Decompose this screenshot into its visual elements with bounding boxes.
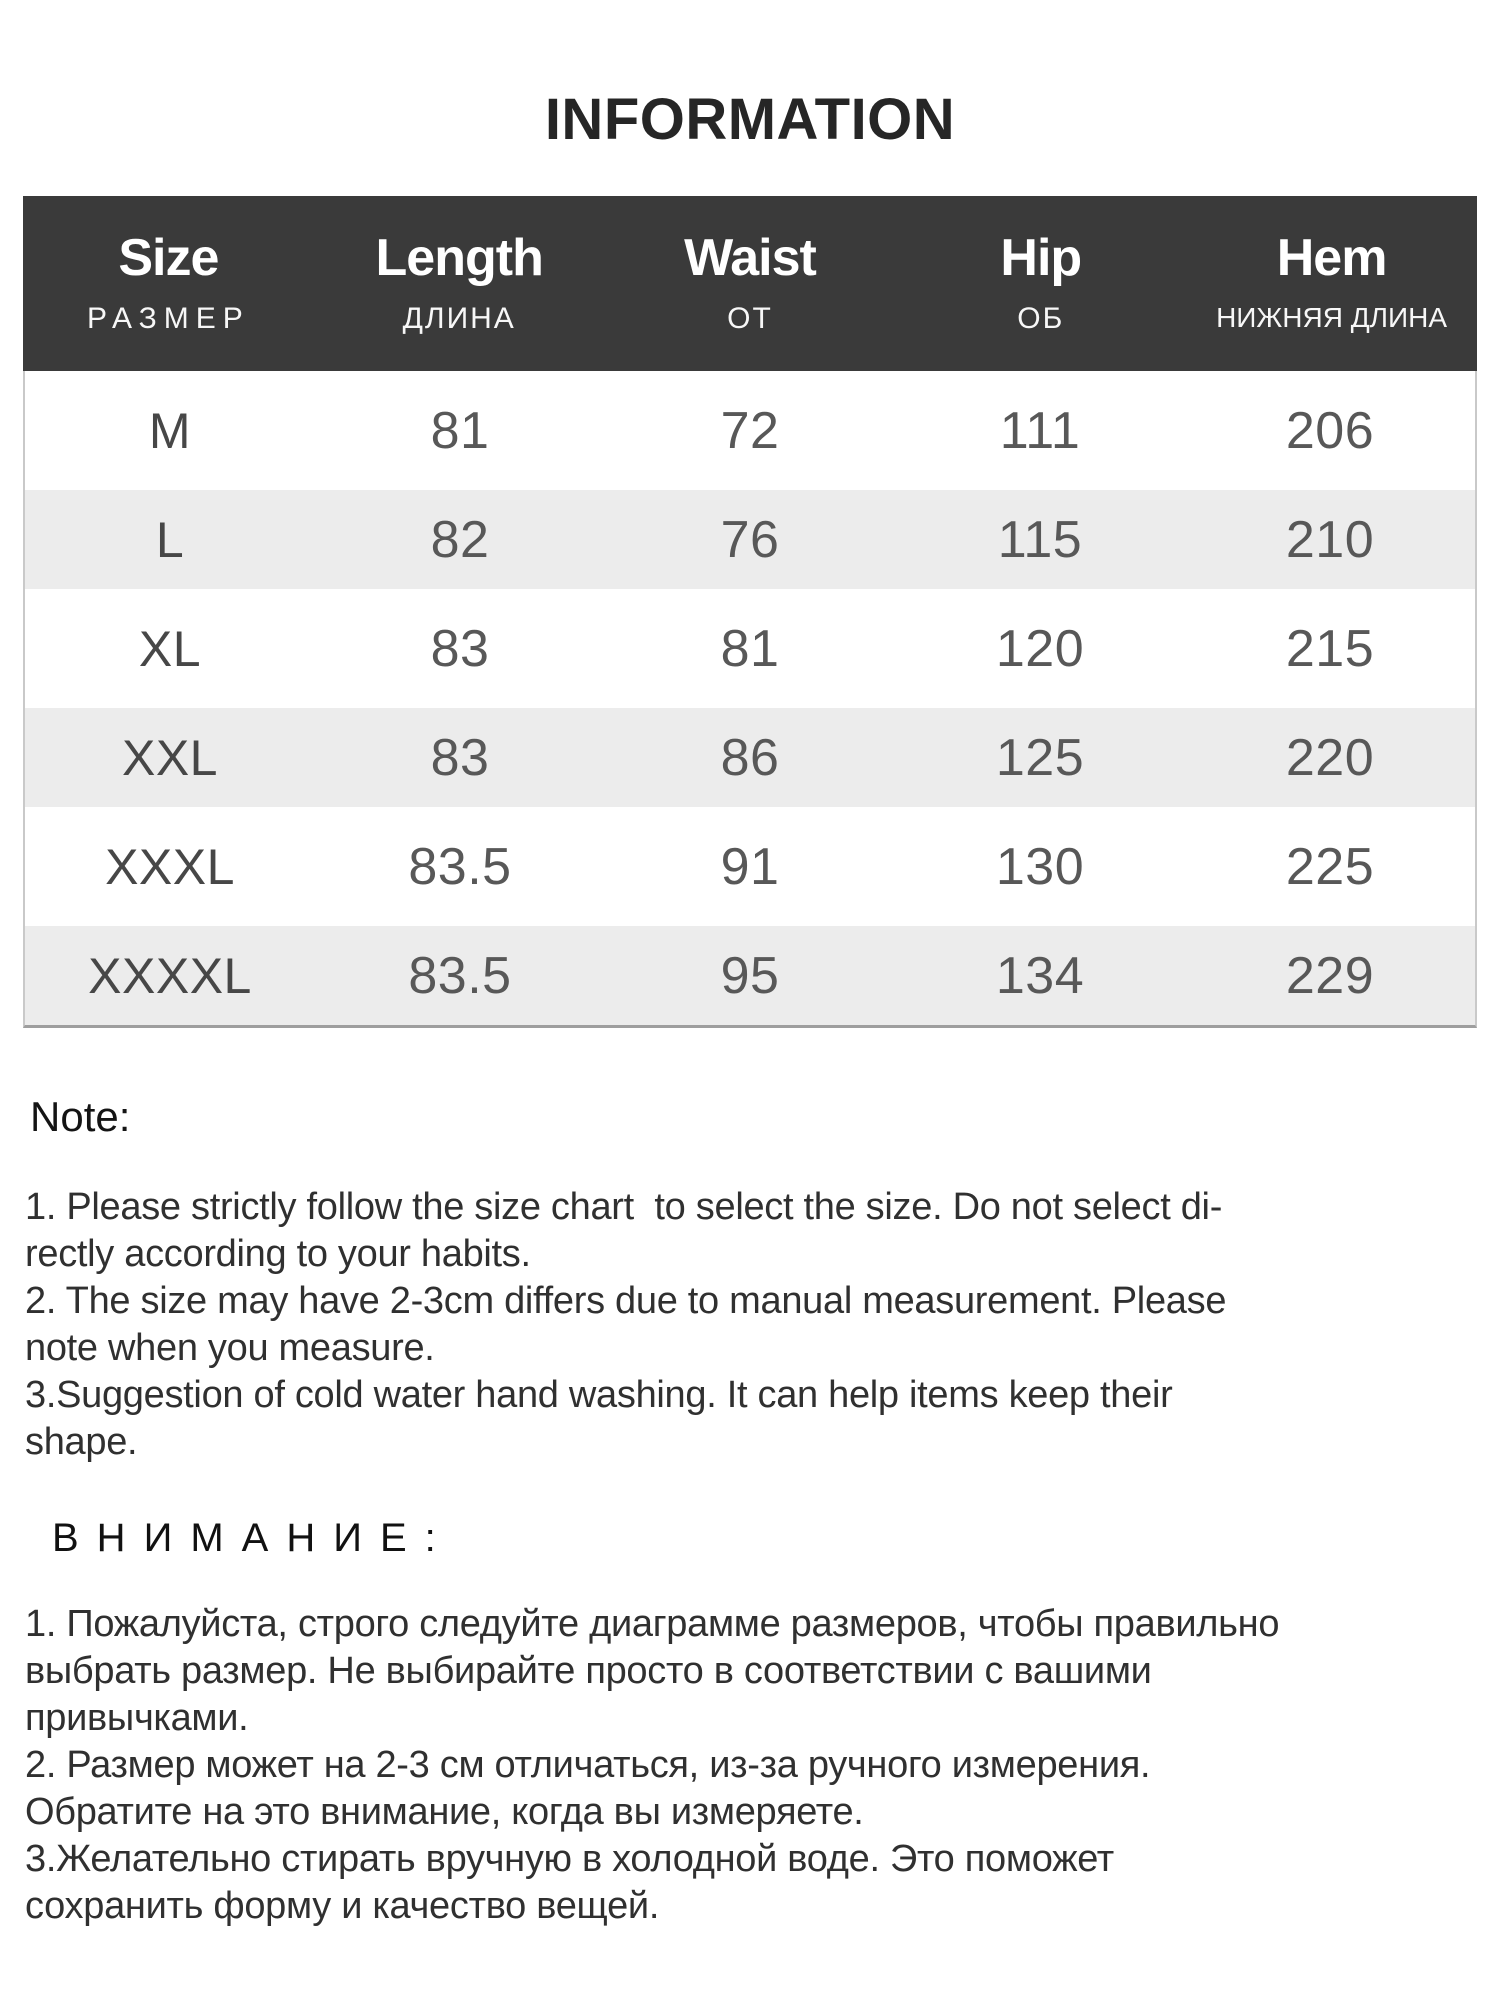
hip-cell: 125: [995, 728, 1085, 787]
length-cell: 83: [430, 728, 490, 787]
column-label-ru: ОТ: [727, 302, 773, 335]
table-row-l: [25, 490, 1475, 589]
column-label-en: Hem: [1276, 229, 1387, 287]
column-header-length: [314, 196, 605, 371]
table-row-xxxxl: [25, 926, 1475, 1025]
size-cell: M: [148, 402, 192, 459]
column-label-ru: ДЛИНА: [402, 302, 516, 335]
waist-cell: 76: [720, 510, 780, 569]
column-label-ru: ОБ: [1017, 302, 1065, 335]
column-label-ru: НИЖНЯЯ ДЛИНА: [1216, 302, 1448, 333]
note-line: rectly according to your habits.: [25, 1233, 531, 1275]
attention-heading: ВНИМАНИЕ:: [52, 1516, 454, 1560]
note-line: note when you measure.: [25, 1327, 435, 1369]
length-cell: 83.5: [408, 946, 512, 1005]
hem-cell: 229: [1285, 946, 1375, 1005]
table-row-m: [25, 371, 1475, 490]
size-cell: XXXXL: [88, 947, 252, 1004]
attention-line: 3.Желательно стирать вручную в холодной воде. Это поможет: [25, 1838, 1114, 1880]
column-header-size: [23, 196, 314, 371]
waist-cell: 95: [720, 946, 780, 1005]
hem-cell: 210: [1285, 510, 1375, 569]
size-cell: XXL: [121, 729, 218, 786]
size-chart-table: [23, 196, 1477, 1028]
column-header-hip: [895, 196, 1186, 371]
hem-cell: 225: [1285, 837, 1375, 896]
hip-cell: 130: [995, 837, 1085, 896]
size-chart-header: [23, 196, 1477, 371]
column-label-en: Waist: [684, 229, 816, 287]
note-line: 2. The size may have 2-3cm differs due to manual measurement. Please: [25, 1280, 1227, 1322]
attention-line: Обратите на это внимание, когда вы измеряете.: [25, 1791, 864, 1833]
note-heading: Note:: [30, 1093, 131, 1140]
note-line: shape.: [25, 1421, 138, 1463]
length-cell: 81: [430, 401, 490, 460]
waist-cell: 91: [720, 837, 780, 896]
waist-cell: 86: [720, 728, 780, 787]
size-cell: XL: [138, 620, 202, 677]
hip-cell: 115: [997, 510, 1083, 569]
page-title: INFORMATION: [544, 87, 956, 152]
hem-cell: 215: [1285, 619, 1375, 678]
note-line: 3.Suggestion of cold water hand washing. It can help items keep their: [25, 1374, 1173, 1416]
length-cell: 83.5: [408, 837, 512, 896]
column-header-hem: [1186, 196, 1477, 371]
column-label-en: Size: [118, 229, 219, 287]
attention-text: [25, 1601, 1279, 1930]
attention-line: выбрать размер. Не выбирайте просто в соответствии с вашими: [25, 1650, 1152, 1692]
hip-cell: 134: [995, 946, 1085, 1005]
hem-cell: 220: [1285, 728, 1375, 787]
note-text: [25, 1184, 1226, 1466]
column-label-en: Length: [375, 229, 543, 287]
hip-cell: 111: [999, 401, 1081, 460]
table-row-xxxl: [25, 807, 1475, 926]
column-label-en: Hip: [1000, 229, 1082, 287]
waist-cell: 72: [720, 401, 780, 460]
attention-line: привычками.: [25, 1697, 249, 1739]
note-line: 1. Please strictly follow the size chart to select the size. Do not select di-: [25, 1186, 1223, 1228]
size-chart-body: [23, 371, 1477, 1028]
size-cell: L: [155, 511, 185, 568]
hem-cell: 206: [1285, 401, 1375, 460]
attention-line: 1. Пожалуйста, строго следуйте диаграмме размеров, чтобы правильно: [25, 1603, 1280, 1645]
size-cell: XXXL: [105, 838, 235, 895]
column-label-ru: РАЗМЕР: [86, 302, 250, 335]
hip-cell: 120: [995, 619, 1085, 678]
length-cell: 82: [430, 510, 490, 569]
column-header-waist: [605, 196, 896, 371]
attention-line: сохранить форму и качество вещей.: [25, 1885, 660, 1927]
table-row-xl: [25, 589, 1475, 708]
length-cell: 83: [430, 619, 490, 678]
table-row-xxl: [25, 708, 1475, 807]
waist-cell: 81: [720, 619, 780, 678]
attention-line: 2. Размер может на 2-3 см отличаться, из-за ручного измерения.: [25, 1744, 1151, 1786]
